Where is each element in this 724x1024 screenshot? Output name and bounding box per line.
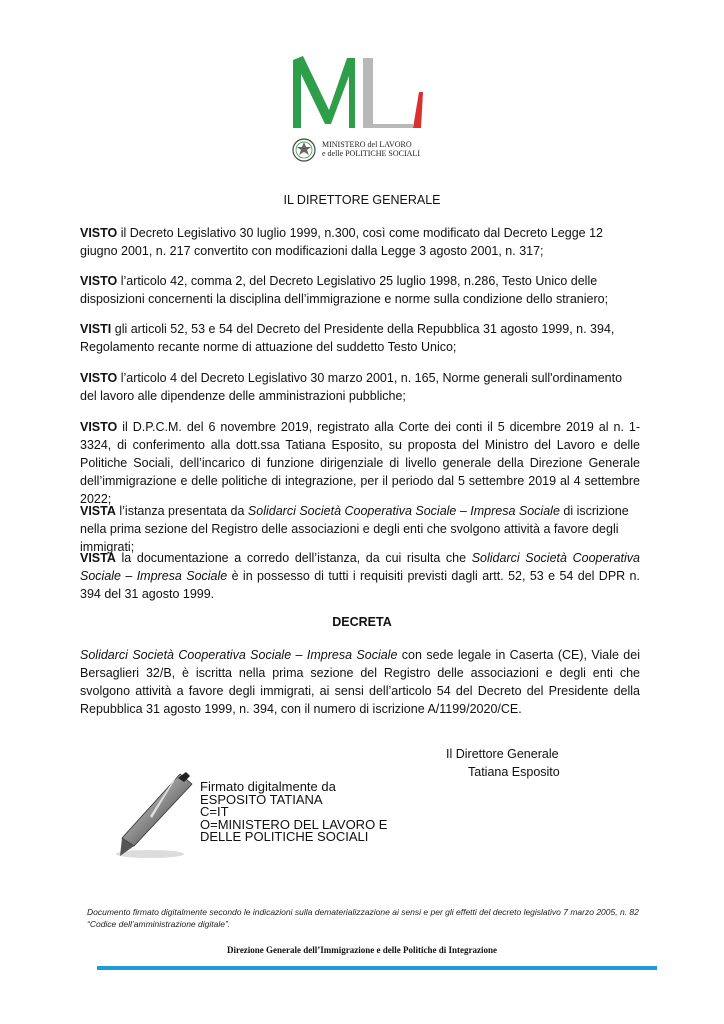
paragraph-5: VISTO il D.P.C.M. del 6 novembre 2019, registrato alla Corte dei conti il 5 dicembre 2019 al n. 1-3324, di conferimento alla dott.ssa Tatiana Esposito, su proposta del Ministro del Lavoro e delle Politiche Sociali, dell’incarico di funzione dirigenziale di livello generale della Direzione Generale dell’immigrazione e delle politiche di integrazione, per il periodo dal 5 settembre 2019 al 4 settembre 2022; bbox=[80, 420, 640, 506]
decreta-heading: DECRETA bbox=[332, 615, 392, 629]
signature-name: Tatiana Esposito bbox=[468, 765, 560, 779]
signature-block bbox=[446, 745, 560, 781]
digital-signature-line3: C=IT bbox=[200, 804, 229, 819]
paragraph-7: VISTA la documentazione a corredo dell’istanza, da cui risulta che Solidarci Società Cooperativa Sociale – Impresa Sociale è in possesso di tutti i requisiti previsti dagli artt. 52, 53 e 54 del DPR n. 394 del 31 agosto 1999. bbox=[80, 551, 640, 601]
footer-department: Direzione Generale dell’Immigrazione e delle Politiche di Integrazione bbox=[226, 945, 498, 955]
digital-signature-line5: DELLE POLITICHE SOCIALI bbox=[200, 829, 369, 844]
ministry-name-line1: MINISTERO del LAVORO bbox=[322, 140, 412, 149]
paragraph-6: VISTA l’istanza presentata da Solidarci Società Cooperativa Sociale – Impresa Sociale di iscrizione nella prima sezione del Registro delle associazioni e degli enti che svolgono attività a favore degli immigrati; bbox=[80, 504, 629, 554]
decision-paragraph: Solidarci Società Cooperativa Sociale – Impresa Sociale con sede legale in Caserta (CE), Viale dei Bersaglieri 32/B, è iscritta nella prima sezione del Registro delle associazioni e degli enti che svolgono attività a favore degli immigrati, ai sensi dell’articolo 54 del Decreto del Presidente della Repubblica 31 agosto 1999, n. 394, con il numero di iscrizione A/1199/2020/CE. bbox=[80, 648, 640, 716]
ministry-name-line2: e delle POLITICHE SOCIALI bbox=[322, 149, 420, 158]
paragraph-2: VISTO l’articolo 42, comma 2, del Decreto Legislativo 25 luglio 1998, n.286, Testo Unico delle disposizioni concernenti la disciplina dell’immigrazione e norme sulla condizione dello straniero; bbox=[80, 274, 609, 306]
footnote-line2: “Codice dell’amministrazione digitale”. bbox=[87, 919, 231, 929]
footnote-line1: Documento firmato digitalmente secondo le indicazioni sulla dematerializzazione ai sensi e per gli effetti del decreto legislativo 7 marzo 2005, n. 82 bbox=[87, 907, 639, 917]
footer-divider bbox=[97, 966, 657, 970]
digital-signature-line4: O=MINISTERO DEL LAVORO E bbox=[200, 816, 388, 832]
logo-red-accent bbox=[413, 92, 423, 128]
footnote bbox=[87, 906, 667, 930]
paragraph-1: VISTO il Decreto Legislativo 30 luglio 1999, n.300, così come modificato dal Decreto Legge 12 giugno 2001, n. 217 convertito con modificazioni dalla Legge 3 agosto 2001, n. 317; bbox=[80, 226, 603, 258]
logo-letter-m bbox=[293, 56, 355, 128]
document-title: IL DIRETTORE GENERALE bbox=[283, 193, 441, 207]
digital-signature-stamp bbox=[200, 781, 387, 844]
ministry-name bbox=[322, 140, 420, 158]
signature-role: Il Direttore Generale bbox=[446, 747, 559, 761]
paragraph-3: VISTI gli articoli 52, 53 e 54 del Decreto del Presidente della Repubblica 31 agosto 1999, n. 394, Regolamento recante norme di attuazione del suddetto Testo Unico; bbox=[80, 322, 615, 354]
digital-signature-line1: Firmato digitalmente da bbox=[200, 779, 336, 794]
paragraph-4: VISTO l’articolo 4 del Decreto Legislativo 30 marzo 2001, n. 165, Norme generali sull'ordinamento del lavoro alle dipendenze delle amministrazioni pubbliche; bbox=[80, 371, 623, 403]
digital-signature-line2: ESPOSITO TATIANA bbox=[200, 791, 323, 807]
republic-emblem-icon bbox=[291, 137, 317, 163]
pen-icon bbox=[108, 768, 198, 863]
logo-letter-l bbox=[363, 58, 413, 128]
